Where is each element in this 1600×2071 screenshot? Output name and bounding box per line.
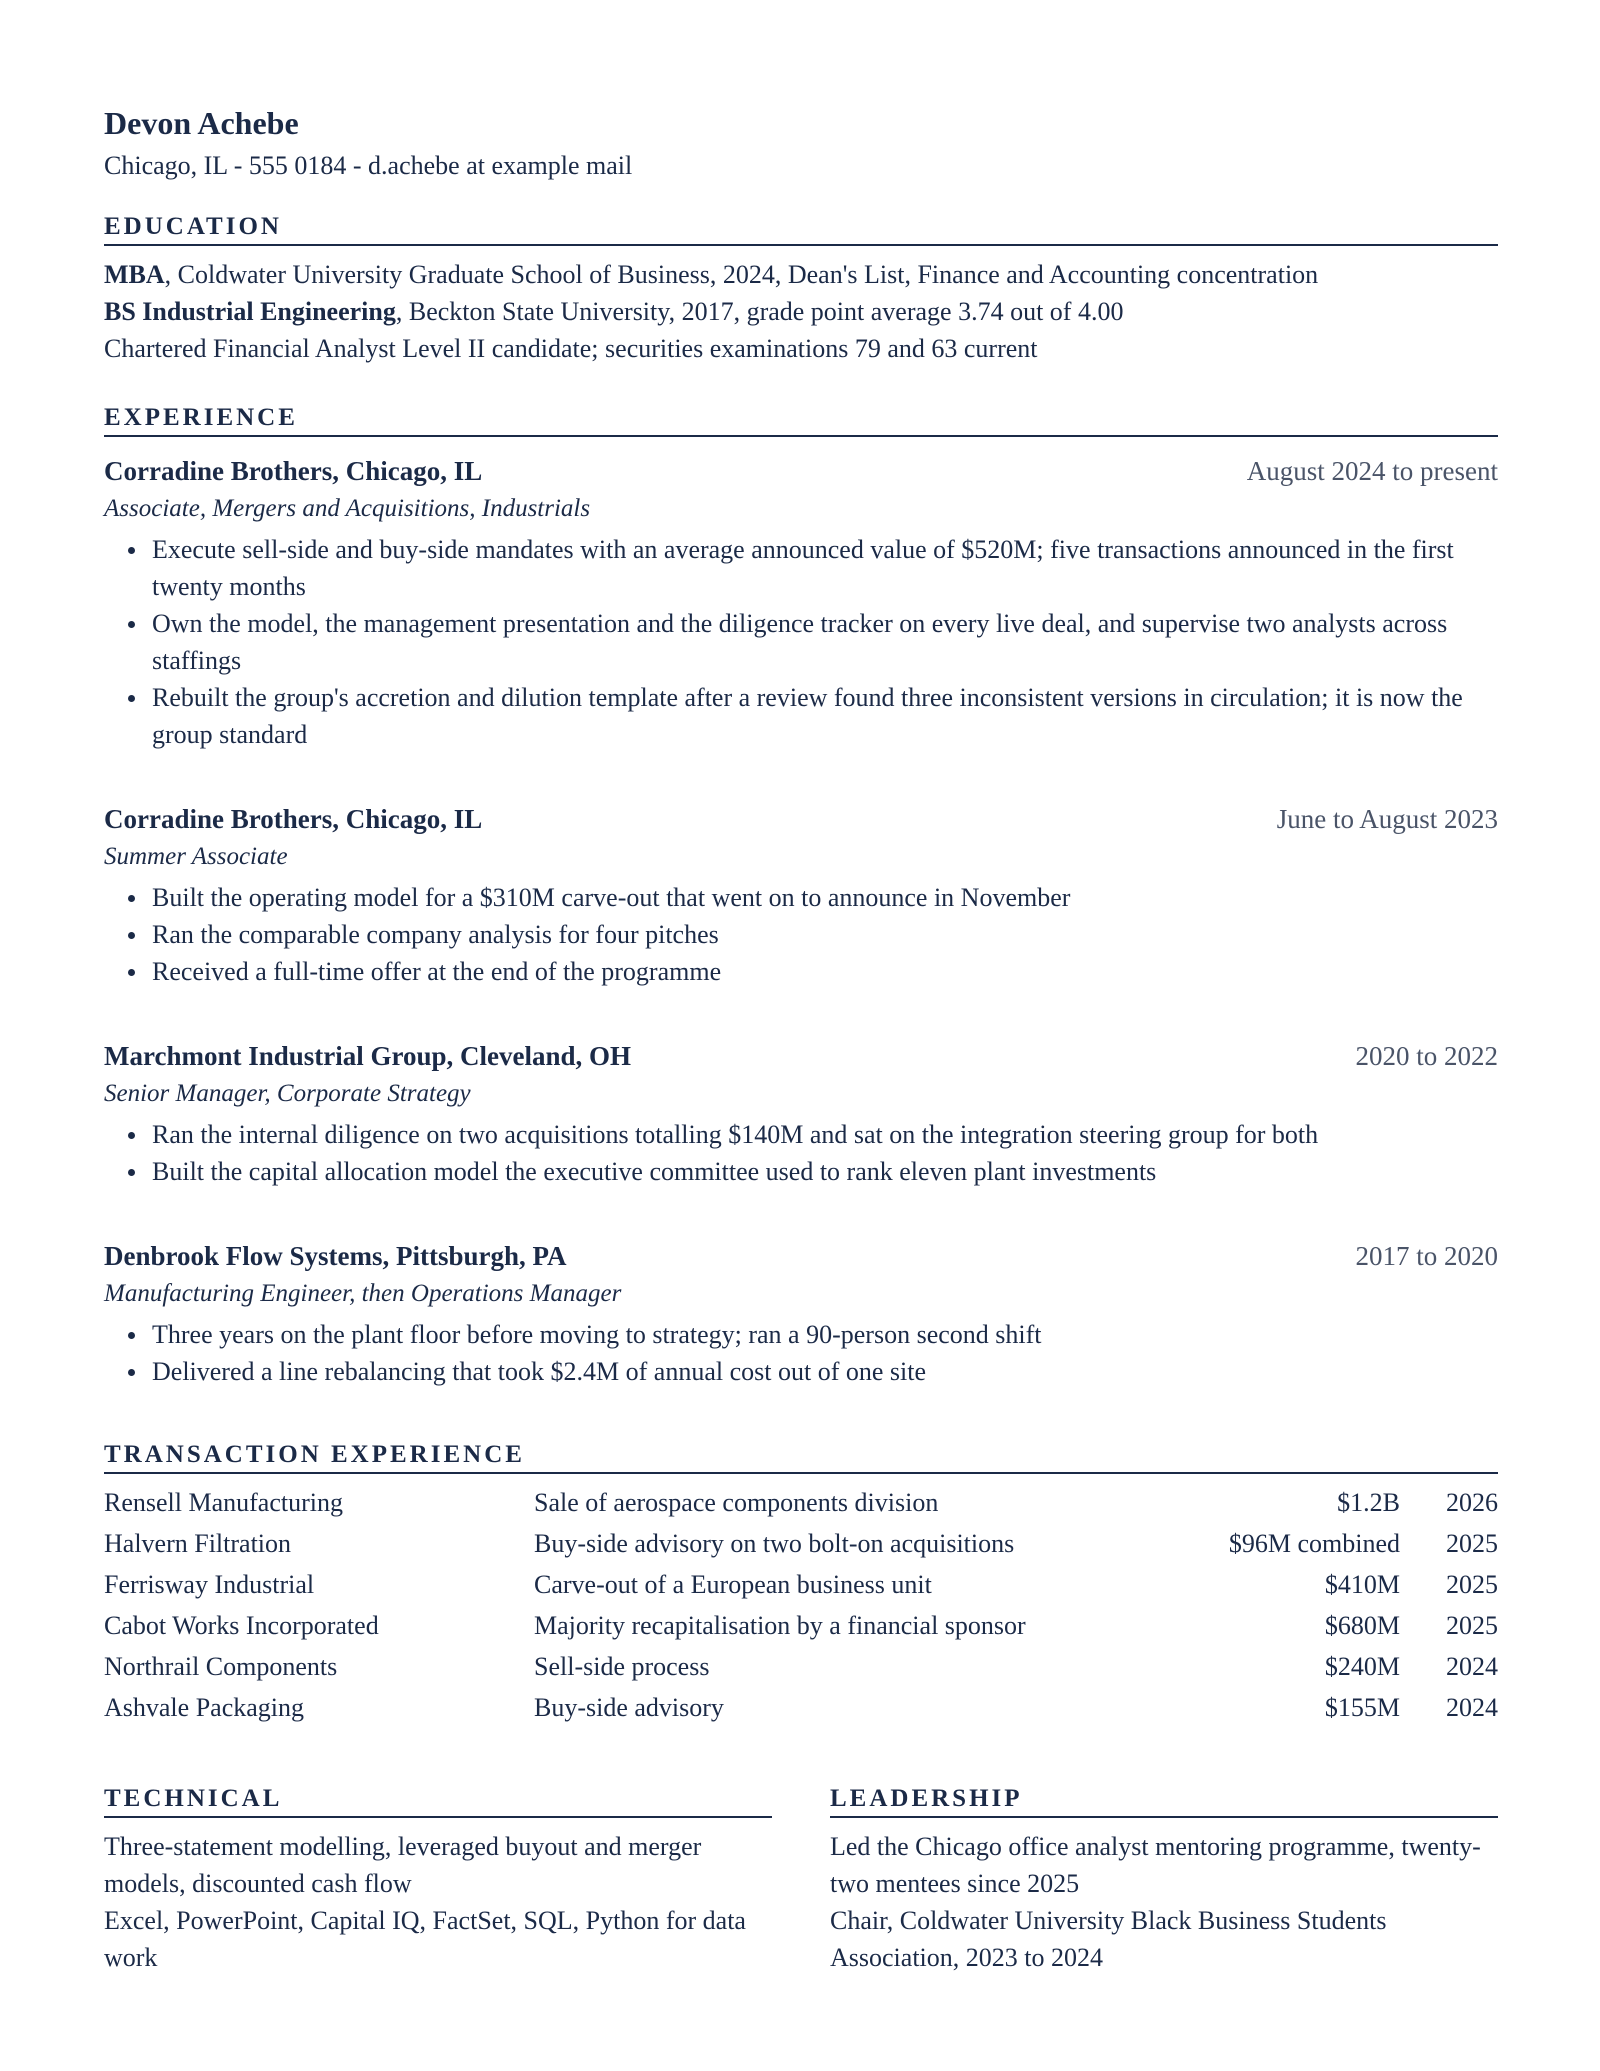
technical-heading: TECHNICAL [104,1784,772,1818]
education-detail: , Beckton State University, 2017, grade point average 3.74 out of 4.00 [395,297,1124,326]
table-row [104,1605,1498,1646]
leadership-item: Led the Chicago office analyst mentoring programme, twenty-two mentees since 2025 [830,1832,1481,1898]
job-bullet [104,953,1498,990]
education-list [104,256,1498,367]
job-bullets [104,879,1498,990]
bullet-text: Own the model, the management presentation and the diligence tracker on every live deal, and supervise two analysts across staffings [152,609,1448,675]
transaction-description: Sale of aerospace components division [534,1488,939,1517]
job-dates: June to August 2023 [1276,804,1498,834]
transaction-year: 2025 [1446,1529,1498,1558]
job-role: Senior Manager, Corporate Strategy [104,1080,471,1107]
job-dates: August 2024 to present [1246,456,1498,486]
bullet-text: Received a full-time offer at the end of the programme [152,957,722,986]
bullet-text: Execute sell-side and buy-side mandates with an average announced value of $520M; five transactions announced in the first twenty months [152,535,1454,601]
transaction-value: $410M [1324,1570,1400,1599]
table-row [104,1482,1498,1523]
transaction-year: 2026 [1446,1488,1498,1517]
technical-item: Three-statement modelling, leveraged buyout and merger models, discounted cash flow [104,1832,702,1898]
bullet-text: Delivered a line rebalancing that took $2.4M of annual cost out of one site [152,1357,926,1386]
transaction-description: Buy-side advisory [534,1693,724,1722]
transaction-client: Ashvale Packaging [104,1693,305,1722]
candidate-name: Devon Achebe [104,105,299,141]
bullet-text: Built the capital allocation model the executive committee used to rank eleven plant investments [152,1157,1157,1186]
bullet-text: Ran the comparable company analysis for four pitches [152,920,719,949]
table-row [104,1564,1498,1605]
bullet-icon [128,621,135,628]
job-bullet [104,1353,1498,1390]
job-entry [104,799,1498,990]
table-row [104,1523,1498,1564]
job-bullet [104,605,1498,679]
transaction-description: Carve-out of a European business unit [534,1570,932,1599]
job-bullet [104,879,1498,916]
job-company: Corradine Brothers, Chicago, IL [104,804,483,834]
technical-item: Excel, PowerPoint, Capital IQ, FactSet, SQL, Python for data work [104,1906,746,1972]
transaction-year: 2024 [1446,1652,1498,1681]
bullet-icon [128,695,135,702]
transaction-value: $155M [1324,1693,1400,1722]
job-role: Manufacturing Engineer, then Operations Manager [104,1280,622,1307]
education-entry [104,256,1498,293]
contact-line: Chicago, IL - 555 0184 - d.achebe at example mail [104,151,633,180]
bullet-icon [128,895,135,902]
education-entry [104,293,1498,330]
bullet-icon [128,1369,135,1376]
transaction-client: Halvern Filtration [104,1529,292,1558]
job-company: Corradine Brothers, Chicago, IL [104,456,483,486]
transaction-year: 2024 [1446,1693,1498,1722]
transaction-client: Ferrisway Industrial [104,1570,315,1599]
leadership-section [830,1784,1498,1976]
skills-leadership-columns [104,1784,1498,1976]
job-bullet [104,916,1498,953]
bullet-icon [128,1169,135,1176]
bullet-icon [128,547,135,554]
job-bullets [104,531,1498,753]
bullet-text: Ran the internal diligence on two acquisitions totalling $140M and sat on the integration steering group for both [152,1120,1319,1149]
transaction-year: 2025 [1446,1611,1498,1640]
technical-section [104,1784,772,1976]
transaction-value: $680M [1324,1611,1400,1640]
transaction-description: Majority recapitalisation by a financial sponsor [534,1611,1026,1640]
transaction-year: 2025 [1446,1570,1498,1599]
job-bullets [104,1316,1498,1390]
leadership-item: Chair, Coldwater University Black Business Students Association, 2023 to 2024 [830,1906,1387,1972]
job-role: Summer Associate [104,843,288,870]
transaction-client: Northrail Components [104,1652,338,1681]
bullet-icon [128,969,135,976]
bullet-icon [128,1332,135,1339]
job-dates: 2020 to 2022 [1355,1041,1498,1071]
job-bullet [104,1316,1498,1353]
transaction-value: $240M [1324,1652,1400,1681]
job-bullet [104,679,1498,753]
resume-page [104,102,1498,1976]
bullet-text: Rebuilt the group's accretion and dilution template after a review found three inconsistent versions in circulation; it is now the group standard [152,683,1463,749]
bullet-icon [128,932,135,939]
job-bullet [104,1116,1498,1153]
education-degree: BS Industrial Engineering [104,297,396,326]
job-entry [104,1236,1498,1390]
job-bullets [104,1116,1498,1190]
education-detail: , Coldwater University Graduate School of Business, 2024, Dean's List, Finance and Accounting concentration [164,260,1319,289]
transactions-heading: TRANSACTION EXPERIENCE [104,1440,1498,1474]
job-header [104,799,1498,839]
job-header [104,1036,1498,1076]
job-dates: 2017 to 2020 [1355,1241,1498,1271]
transaction-description: Sell-side process [534,1652,710,1681]
experience-heading: EXPERIENCE [104,403,1498,437]
bullet-text: Built the operating model for a $310M carve-out that went on to announce in November [152,883,1071,912]
leadership-heading: LEADERSHIP [830,1784,1498,1818]
job-bullet [104,1153,1498,1190]
table-row [104,1687,1498,1728]
education-degree: MBA [104,260,165,289]
job-company: Denbrook Flow Systems, Pittsburgh, PA [104,1241,567,1271]
job-header [104,451,1498,491]
leadership-list [830,1828,1498,1976]
bullet-text: Three years on the plant floor before moving to strategy; ran a 90-person second shift [152,1320,1042,1349]
transaction-client: Rensell Manufacturing [104,1488,343,1517]
job-entry [104,1036,1498,1190]
education-heading: EDUCATION [104,212,1498,246]
technical-list [104,1828,772,1976]
job-bullet [104,531,1498,605]
transaction-client: Cabot Works Incorporated [104,1611,379,1640]
job-entry [104,451,1498,753]
transaction-description: Buy-side advisory on two bolt-on acquisitions [534,1529,1015,1558]
transaction-value: $96M combined [1228,1529,1400,1558]
education-detail: Chartered Financial Analyst Level II candidate; securities examinations 79 and 63 current [104,334,1038,363]
job-company: Marchmont Industrial Group, Cleveland, OH [104,1041,632,1071]
job-role: Associate, Mergers and Acquisitions, Industrials [104,495,591,522]
transaction-value: $1.2B [1337,1488,1400,1517]
education-entry [104,330,1498,367]
job-header [104,1236,1498,1276]
table-row [104,1646,1498,1687]
bullet-icon [128,1132,135,1139]
transactions-table [104,1482,1498,1728]
